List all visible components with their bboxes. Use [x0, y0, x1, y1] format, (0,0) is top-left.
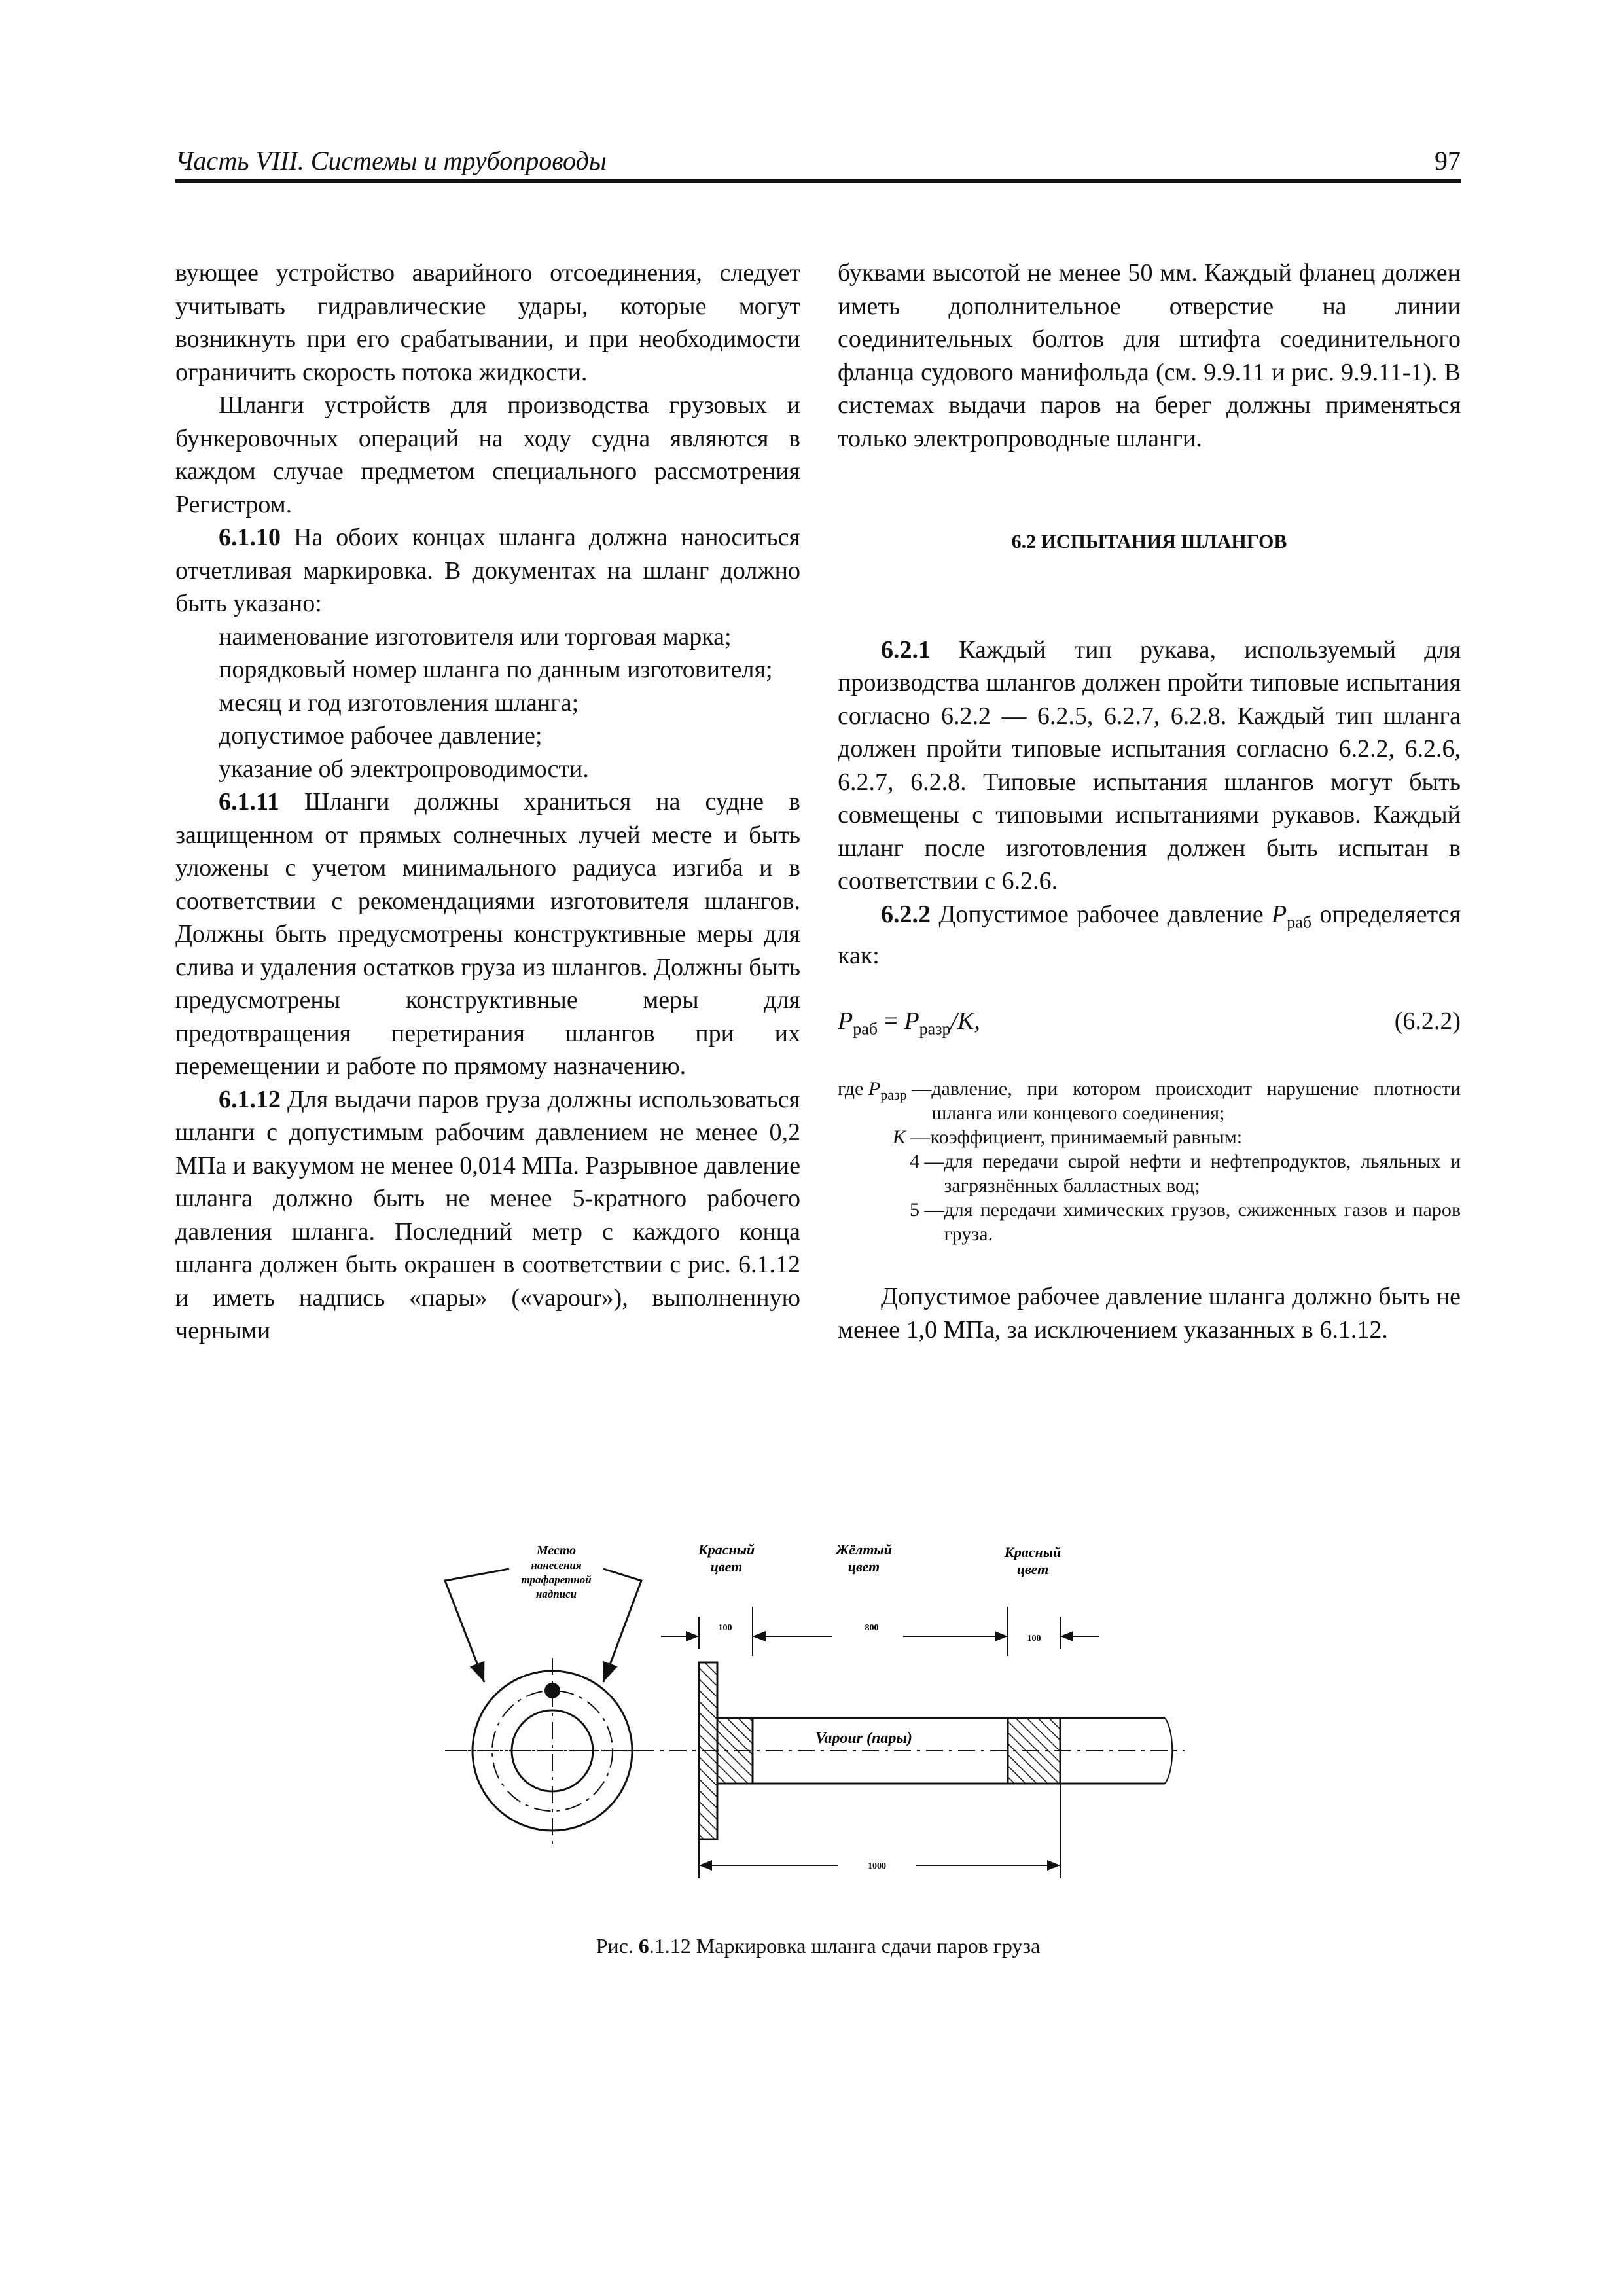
note-key — [893, 1125, 931, 1149]
note-where: где — [838, 1078, 868, 1100]
symbol: P — [904, 1007, 919, 1035]
list-item: допустимое рабочее давление; — [219, 722, 543, 749]
clause-number: 6.1.12 — [219, 1085, 281, 1113]
right-column — [838, 257, 1461, 1346]
clause-6-1-11 — [175, 785, 800, 1083]
red-color-label: Красный — [698, 1541, 755, 1558]
dash: — — [919, 1199, 944, 1221]
red-color-label: цвет — [710, 1558, 743, 1575]
caption-prefix: Рис. — [596, 1934, 639, 1958]
hose-marking-figure — [432, 1535, 1204, 1888]
symbol: P — [1272, 900, 1287, 928]
caption-text: .1.12 Маркировка шланга сдачи паров груза — [649, 1934, 1041, 1958]
paragraph: Допустимое рабочее давление шланга должно быть не менее 1,0 МПа, за исключением указанных в 6.1.12. — [838, 1283, 1461, 1344]
dimension-label: 800 — [865, 1623, 879, 1633]
formula-expression — [838, 1005, 980, 1046]
section-title: 6.2 ИСПЫТАНИЯ ШЛАНГОВ — [1011, 531, 1287, 552]
page-number: 97 — [1435, 146, 1461, 175]
symbol: K — [893, 1126, 906, 1149]
clause-number: 6.1.11 — [219, 788, 279, 816]
note-number: 4 — [910, 1151, 919, 1173]
red-color-label: цвет — [1016, 1561, 1049, 1577]
red-color-label: Красный — [1004, 1544, 1061, 1560]
symbol: P — [838, 1007, 853, 1035]
pin-hole-marker — [544, 1683, 560, 1698]
clause-6-1-12 — [175, 1083, 800, 1348]
place-label-line: трафаретной — [521, 1573, 592, 1586]
formula — [838, 1005, 1461, 1039]
leader-arrow — [603, 1569, 641, 1682]
clause-text: Для выдачи паров груза должны использоваться шланги с допустимым рабочим давлением не менее 0,2 МПа и вакуумом не менее 0,014 МПа. Разрывное давление шланга должно быть не менее 5-кратного рабочего давления шланга. Последний метр с каждого конца шланга должен быть окрашен в соответствии с рис. 6.1.12 и иметь надпись «пары» («vapour»), выполненную черными — [175, 1085, 800, 1344]
caption-number: 6 — [638, 1934, 649, 1958]
place-label — [521, 1543, 591, 1600]
vapour-inscription: Vapour (пары) — [815, 1730, 913, 1747]
note-text: давление, при котором происходит нарушение плотности шланга или концевого соединения; — [931, 1078, 1461, 1124]
formula-notes — [838, 1077, 1461, 1246]
note-key — [910, 1149, 944, 1198]
note-number: 5 — [910, 1199, 919, 1221]
paragraph: вующее устройство аварийного отсоединения, следует учитывать гидравлические удары, которые могут возникнуть при его срабатывании, и при необходимости ограничить скорость потока жидкости. — [175, 259, 800, 386]
clause-text: На обоих концах шланга должна наноситься отчетливая маркировка. В документах на шланг должно быть указано: — [175, 524, 800, 617]
note-text: для передачи сырой нефти и нефтепродуктов, льяльных и загрязнённых балластных вод; — [944, 1151, 1461, 1197]
note-key — [838, 1077, 931, 1125]
subscript: разр — [919, 1019, 951, 1039]
list-item: наименование изготовителя или торговая марка; — [219, 622, 732, 651]
symbol: P — [868, 1078, 881, 1100]
running-header — [175, 143, 1461, 183]
clause-6-1-10 — [175, 521, 800, 620]
paragraph: Шланги устройств для производства грузовых и бункеровочных операций на ходу судна являются в каждом случае предметом специального рассмотрения Регистром. — [175, 391, 800, 518]
paragraph: буквами высотой не менее 50 мм. Каждый фланец должен иметь дополнительное отверстие на линии соединительных болтов для штифта соединительного фланца судового манифольда (см. 9.9.11 и рис. 9.9.11-1). В системах выдачи паров на берег должны применяться только электропроводные шланги. — [838, 259, 1461, 452]
place-label-line: нанесения — [531, 1559, 582, 1571]
dimension-bottom — [699, 1784, 1060, 1878]
formula-tail: /K, — [950, 1007, 980, 1035]
note-row — [838, 1149, 1461, 1198]
equals: = — [878, 1007, 904, 1035]
dash: — — [906, 1126, 931, 1149]
note-row — [838, 1125, 1461, 1149]
left-column — [175, 257, 800, 1348]
clause-text: Допустимое рабочее давление — [931, 900, 1272, 928]
clause-6-2-2 — [838, 898, 1461, 973]
subscript: раб — [853, 1019, 878, 1039]
clause-text: Шланги должны храниться на судне в защищенном от прямых солнечных лучей месте и быть уложены с учетом минимального радиуса изгиба и в соответствии с рекомендациями изготовителя шлангов. Должны быть предусмотрены конструктивные меры для слива и удаления остатков груза из шлангов. Должны быть предусмотрены конструктивные меры для предотвращения перетирания шлангов при их перемещении и работе по прямому назначению. — [175, 788, 800, 1080]
note-text: коэффициент, принимаемый равным: — [930, 1126, 1243, 1149]
dimension-top — [661, 1607, 1099, 1656]
dimension-label: 100 — [718, 1623, 732, 1633]
color-labels — [698, 1541, 1061, 1577]
list-item: месяц и год изготовления шланга; — [219, 689, 579, 717]
note-key — [910, 1198, 944, 1246]
subscript: раб — [1287, 912, 1311, 932]
formula-number: (6.2.2) — [1394, 1007, 1461, 1035]
clause-number: 6.2.1 — [881, 636, 931, 664]
list-item: порядковый номер шланга по данным изготовителя; — [219, 656, 773, 683]
clause-text: Каждый тип рукава, используемый для производства шлангов должен пройти типовые испытания согласно 6.2.2 — 6.2.5, 6.2.7, 6.2.8. Каждый тип шланга должен пройти типовые испытания согласно 6.2.2, 6.2.6, 6.2.7, 6.2.8. Типовые испытания шлангов могут быть совмещены с типовыми испытаниями рукавов. Каждый шланг после изготовления должен быть испытан в соответствии с 6.2.6. — [838, 636, 1461, 895]
place-label-line: надписи — [535, 1588, 577, 1600]
clause-6-2-1 — [838, 634, 1461, 898]
clause-text: определяется как: — [838, 900, 1461, 969]
dimension-label: 1000 — [868, 1861, 886, 1871]
subscript: разр — [880, 1086, 907, 1103]
clause-number: 6.1.10 — [219, 524, 281, 551]
dash: — — [906, 1078, 932, 1100]
leader-arrow — [445, 1569, 509, 1682]
note-text: для передачи химических грузов, сжиженных газов и паров груза. — [944, 1199, 1461, 1246]
note-row — [838, 1198, 1461, 1246]
list-item: указание об электропроводимости. — [219, 755, 589, 783]
header-title: Часть VIII. Системы и трубопроводы — [175, 146, 607, 175]
note-row — [838, 1077, 1461, 1125]
figure-caption — [175, 1934, 1461, 1958]
place-label-line: Место — [536, 1543, 577, 1558]
yellow-color-label: Жёлтый — [836, 1541, 892, 1558]
clause-number: 6.2.2 — [881, 900, 931, 928]
dimension-label: 100 — [1027, 1634, 1041, 1643]
yellow-color-label: цвет — [847, 1558, 880, 1575]
dash: — — [919, 1151, 944, 1173]
